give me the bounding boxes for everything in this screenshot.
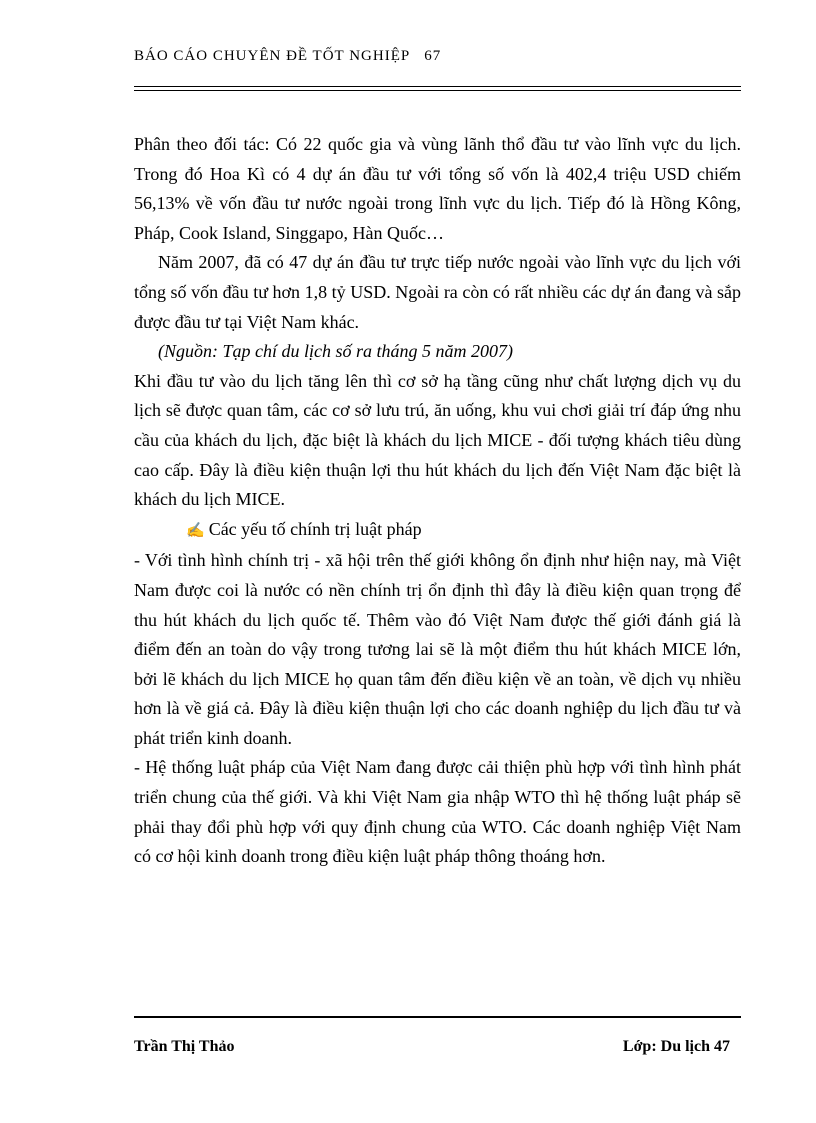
source-citation: (Nguồn: Tạp chí du lịch số ra tháng 5 năm 2007) — [158, 341, 513, 362]
page-content — [134, 130, 741, 872]
section-heading-text: Các yếu tố chính trị luật pháp — [208, 518, 422, 539]
footer-divider — [134, 1016, 741, 1018]
writing-hand-icon: ✍ — [186, 522, 205, 539]
paragraph-infrastructure: Khi đầu tư vào du lịch tăng lên thì cơ sở hạ tầng cũng như chất lượng dịch vụ du lịch sẽ được quan tâm, các cơ sở lưu trú, ăn uống, khu vui chơi giải trí đáp ứng nhu cầu của khách du lịch, đặc biệt là khách du lịch MICE - đối tượng khách tiêu dùng cao cấp. Đây là điều kiện thuận lợi thu hút khách du lịch đến Việt Nam đặc biệt là khách du lịch MICE. — [134, 370, 741, 510]
page-number: 67 — [424, 48, 442, 64]
paragraph-partners: Phân theo đối tác: Có 22 quốc gia và vùng lãnh thổ đầu tư vào lĩnh vực du lịch. Trong đó Hoa Kì có 4 dự án đầu tư với tổng số vốn là 402,4 triệu USD chiếm 56,13% về vốn đầu tư nước ngoài trong lĩnh vực du lịch. Tiếp đó là Hồng Kông, Pháp, Cook Island, Singgapo, Hàn Quốc… — [134, 134, 741, 243]
header-title: BÁO CÁO CHUYÊN ĐỀ TỐT NGHIỆP — [134, 48, 411, 64]
footer-class: Lớp: Du lịch 47 — [622, 1038, 730, 1055]
section-heading — [134, 515, 741, 547]
page-header — [134, 48, 441, 65]
header-divider — [134, 86, 741, 91]
paragraph-2007-investment: Năm 2007, đã có 47 dự án đầu tư trực tiếp nước ngoài vào lĩnh vực du lịch với tổng số vốn đầu tư hơn 1,8 tỷ USD. Ngoài ra còn có rất nhiều các dự án đang và sắp được đầu tư tại Việt Nam khác. — [134, 252, 741, 332]
paragraph-legal: - Hệ thống luật pháp của Việt Nam đang được cải thiện phù hợp với tình hình phát triển chung của thế giới. Và khi Việt Nam gia nhập WTO thì hệ thống luật pháp sẽ phải thay đổi phù hợp với quy định chung của WTO. Các doanh nghiệp Việt Nam có cơ hội kinh doanh trong điều kiện luật pháp thông thoáng hơn. — [134, 757, 741, 867]
paragraph-political: - Với tình hình chính trị - xã hội trên thế giới không ổn định như hiện nay, mà Việt Nam được coi là nước có nền chính trị ổn định thì đây là điều kiện quan trọng để thu hút khách du lịch quốc tế. Thêm vào đó Việt Nam được thế giới đánh giá là điểm đến an toàn do vậy trong tương lai sẽ là một điểm thu hút khách MICE lớn, bởi lẽ khách du lịch MICE họ quan tâm đến điều kiện về an toàn, về dịch vụ nhiều hơn là về giá cả. Đây là điều kiện thuận lợi cho các doanh nghiệp du lịch đầu tư và phát triển kinh doanh. — [134, 550, 741, 748]
footer-author: Trần Thị Thảo — [134, 1038, 235, 1055]
